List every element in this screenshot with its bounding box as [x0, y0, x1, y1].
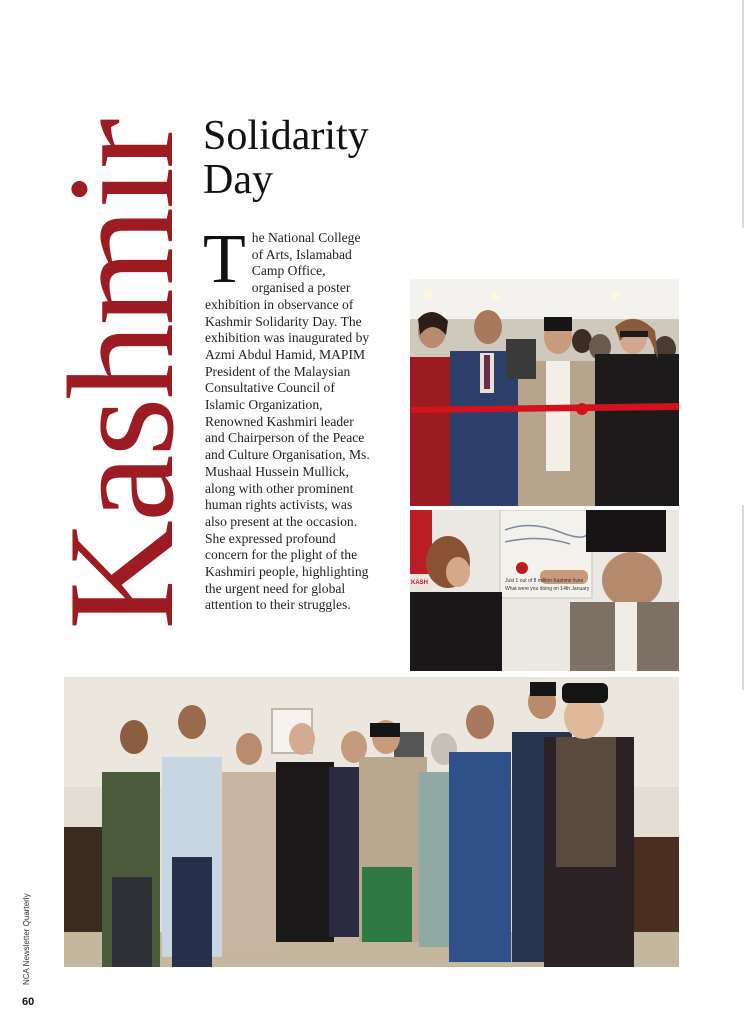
page-number: 60 [22, 996, 35, 1008]
vertical-title-container [37, 80, 205, 670]
ribbon-cutting-photo [410, 279, 679, 506]
vertical-title: Kashmir [37, 120, 205, 630]
publication-name: NCA Newsletter Quarterly [22, 893, 31, 985]
poster-text-1: Just 1 out of 8 million Kashmir lives [505, 578, 584, 584]
article-body [203, 221, 373, 614]
headline-line-2: Day [203, 157, 273, 203]
poster-viewing-photo [410, 510, 679, 671]
headline-line-1: Solidarity [203, 113, 369, 159]
drop-cap: T [203, 221, 246, 298]
poster-label: KASH [411, 580, 429, 586]
article-headline [203, 114, 413, 202]
poster-text-2: What were you doing on 14th January [505, 586, 590, 592]
article-body-text: he National College of Arts, Islamabad Camp Office, organised a poster exhibition in observance of Kashmir Solidarity Day. The exhibition was inaugurated by Azmi Abdul Hamid, MAPIM President of the Malaysian Consultative Council of Islamic Organization, Renowned Kashmiri leader and Chairperson of the Peace and Culture Organisation, Ms. Mushaal Hussein Mullick, along with other prominent human rights activists, was also present at the occasion. She expressed profound concern for the plight of the Kashmiri people, highlighting the urgent need for global attention to their struggles. [205, 230, 370, 613]
group-photo [64, 677, 679, 967]
